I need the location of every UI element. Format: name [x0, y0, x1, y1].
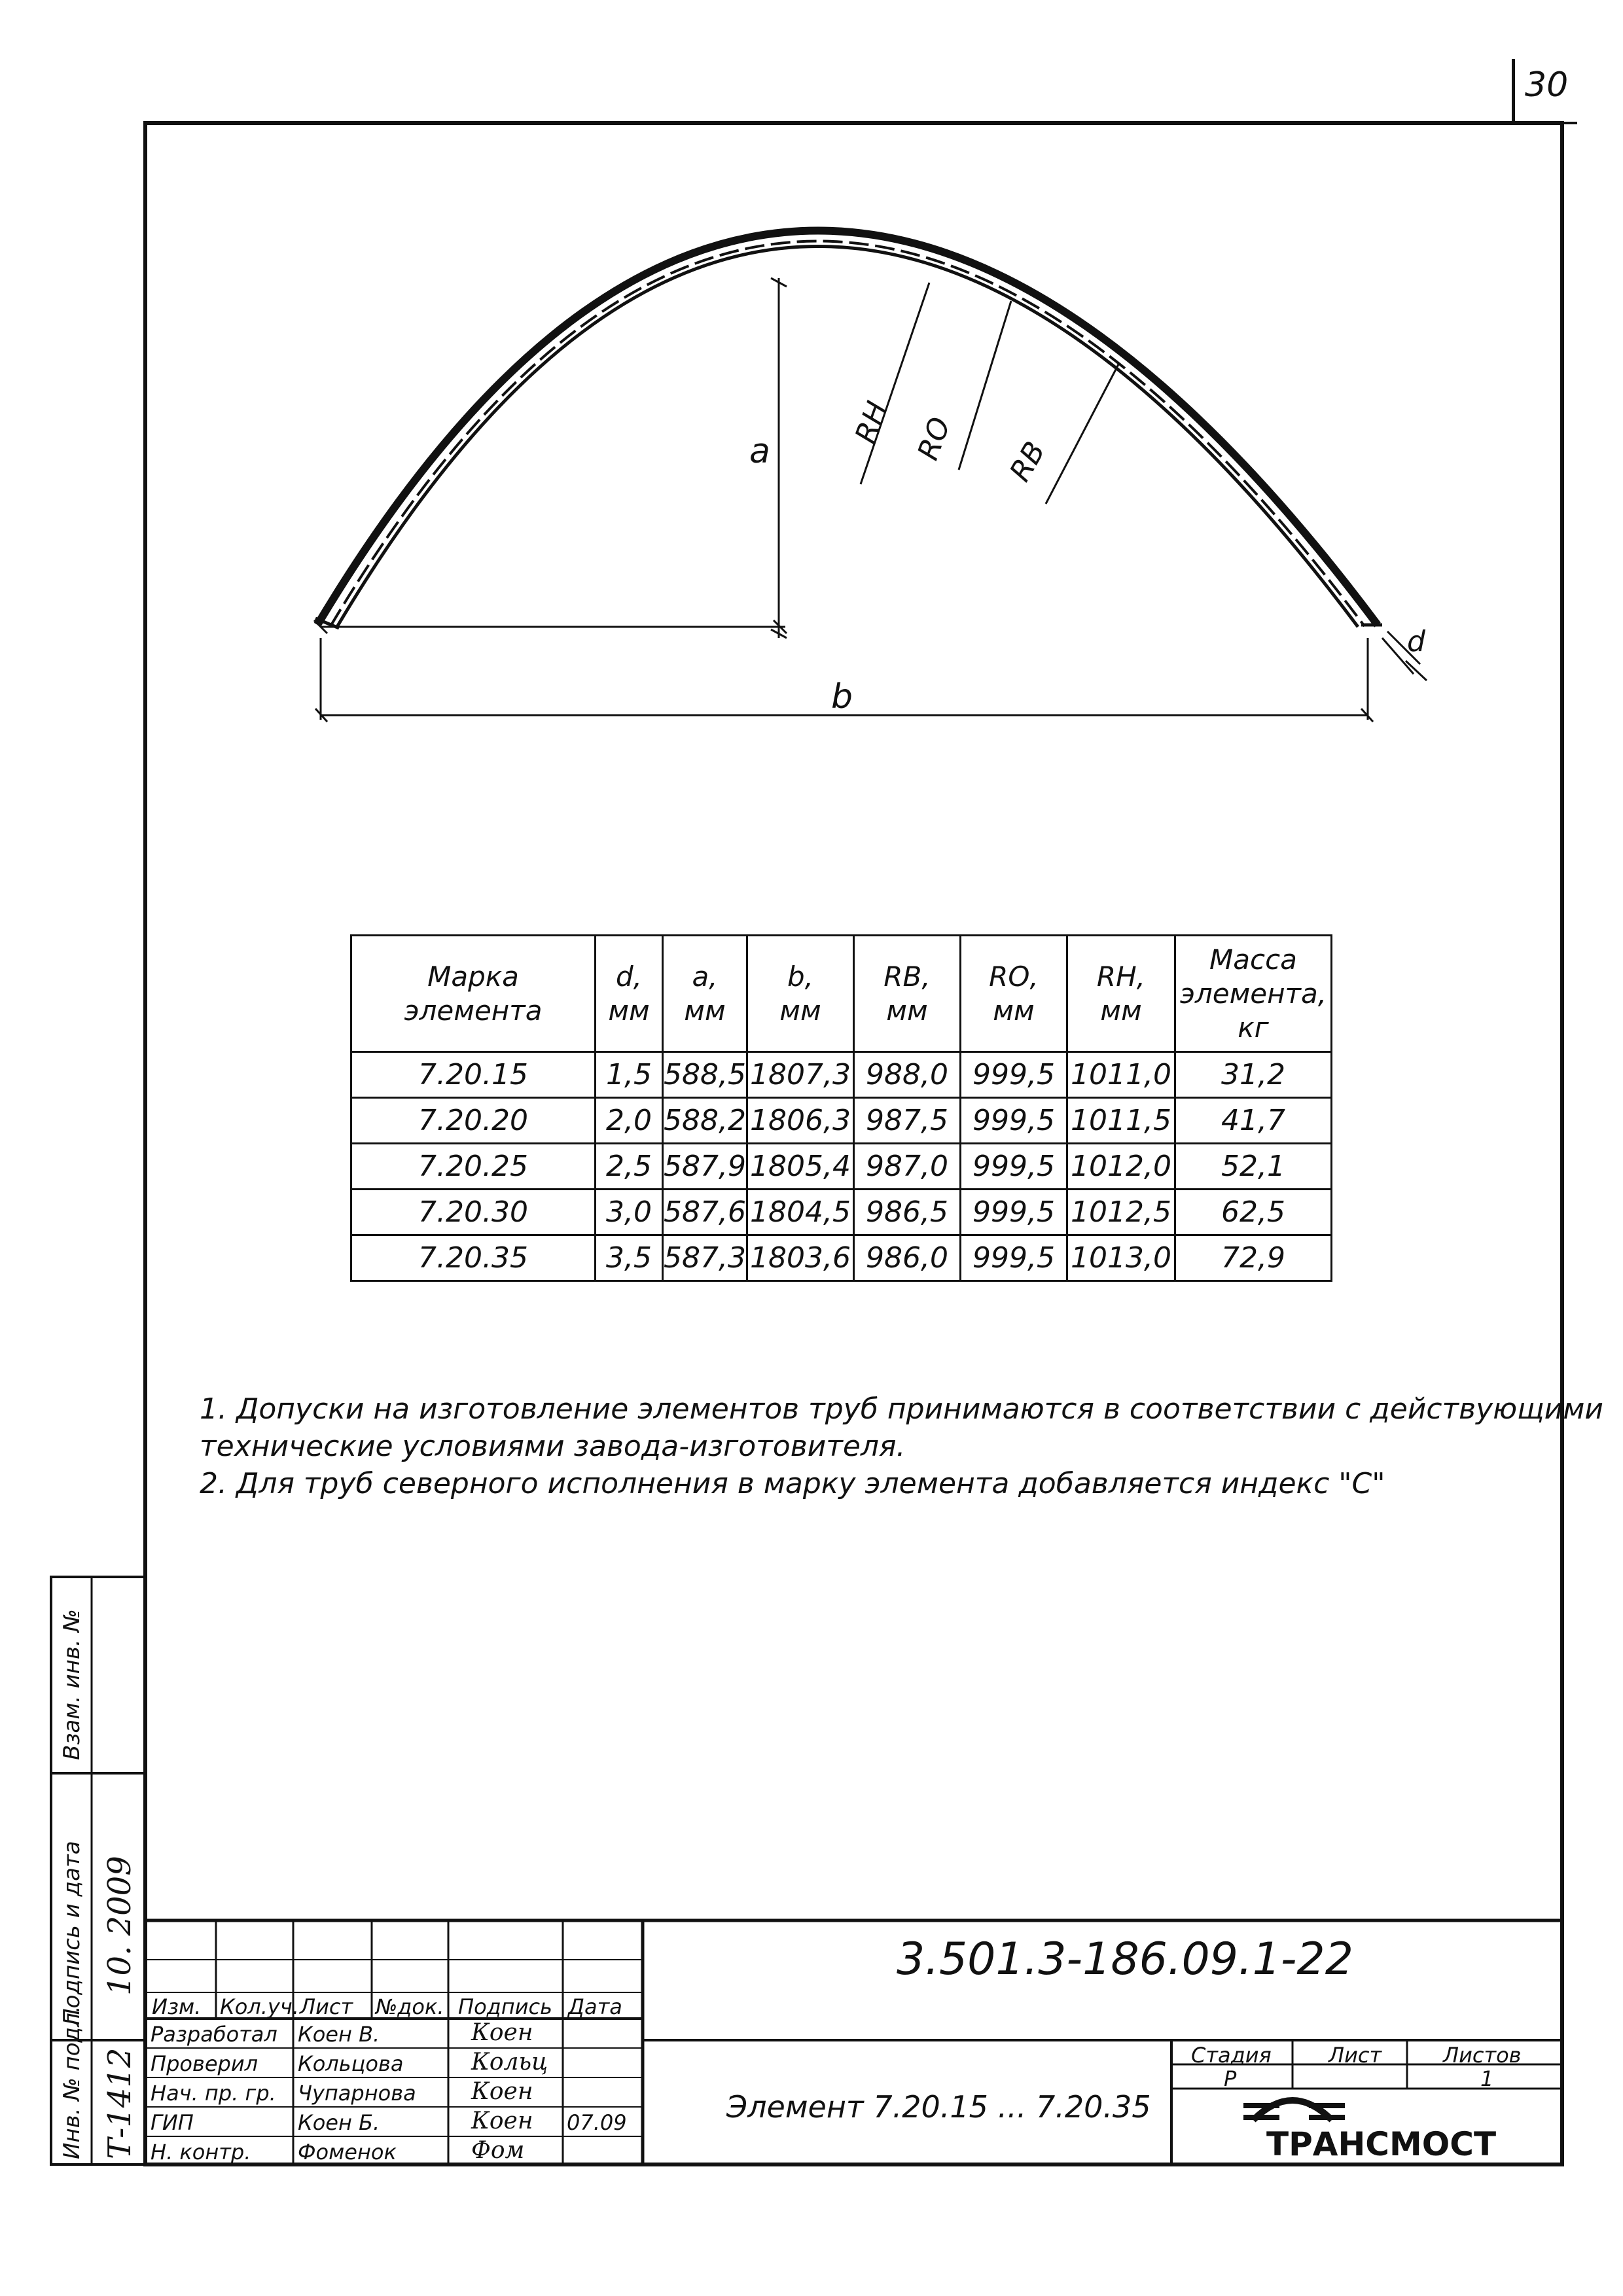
pipe-arc-outer	[317, 231, 1378, 626]
leader-rv	[1046, 363, 1119, 504]
col-izm: Изм.	[152, 1994, 202, 2019]
role-nach: Нач. пр. гр.	[151, 2081, 276, 2106]
role-gip: ГИП	[151, 2110, 194, 2135]
stage-value: Р	[1224, 2066, 1237, 2091]
label-rn: RН	[848, 397, 895, 448]
th-rn: RН, мм	[1067, 936, 1175, 1052]
note-line: 2. Для труб северного исполнения в марку элемента добавляется индекс "С"	[200, 1467, 1385, 1500]
leader-ro	[959, 301, 1011, 470]
label-b: b	[831, 677, 853, 716]
sign-gip: Коен	[471, 2108, 533, 2134]
note-line: 1. Допуски на изготовление элементов труб принимаются в соответствии с действующими	[200, 1392, 1604, 1426]
name-nach: Чупарнова	[298, 2081, 416, 2106]
element-title: Элемент 7.20.15 ... 7.20.35	[726, 2089, 1151, 2125]
th-ro: RО, мм	[960, 936, 1067, 1052]
table-row: 7.20.30 3,0 587,6 1804,5 986,5 999,5 1012,5 62,5	[351, 1190, 1332, 1235]
sheets-value: 1	[1480, 2066, 1494, 2091]
document-code: 3.501.3-186.09.1-22	[897, 1934, 1353, 1985]
th-d: d, мм	[596, 936, 663, 1052]
table-row: 7.20.15 1,5 588,5 1807,3 988,0 999,5 1011,0 31,2	[351, 1052, 1332, 1098]
col-koluch: Кол.уч.	[220, 1994, 299, 2019]
spec-table	[350, 934, 1332, 1282]
name-nkontr: Фоменок	[298, 2140, 397, 2164]
label-ro: RО	[911, 413, 957, 465]
sign-razrab: Коен	[471, 2019, 533, 2046]
label-rv: RВ	[1003, 436, 1052, 487]
sign-nach: Коен	[471, 2078, 533, 2105]
sheet-number: 30	[1525, 65, 1569, 105]
sign-prov: Кольц	[471, 2049, 548, 2075]
name-gip: Коен Б.	[298, 2110, 380, 2135]
col-data: Дата	[568, 1994, 622, 2019]
th-mark: Марка элемента	[351, 936, 596, 1052]
col-podpis: Подпись	[458, 1994, 552, 2019]
table-header-row	[351, 936, 1332, 1052]
date-gip: 07.09	[567, 2110, 627, 2135]
vzam-label: Взам. инв. №	[59, 1609, 85, 1760]
table-row: 7.20.25 2,5 587,9 1805,4 987,0 999,5 1012,0 52,1	[351, 1144, 1332, 1190]
notes	[200, 1390, 1603, 1502]
th-rv: RВ, мм	[853, 936, 960, 1052]
inv-label: Инв. № подл.	[59, 2005, 85, 2159]
podpis-label: Подпись и дата	[59, 1841, 85, 2025]
stage-label: Стадия	[1191, 2043, 1272, 2068]
inv-handwritten: Т-1412	[101, 2047, 138, 2159]
pipe-arc-inner	[337, 247, 1358, 627]
col-list: Лист	[300, 1994, 353, 2019]
date-handwritten: 10. 2009	[101, 1856, 138, 1996]
th-mass: Масса элемента, кг	[1175, 936, 1331, 1052]
sign-nkontr: Фом	[471, 2137, 525, 2164]
note-line: технические условиями завода-изготовителя.	[200, 1430, 906, 1463]
sheets-label: Листов	[1443, 2043, 1522, 2068]
logo-text: ТРАНСМОСТ	[1266, 2125, 1497, 2163]
col-ndok: №док.	[376, 1994, 444, 2019]
name-razrab: Коен В.	[298, 2022, 380, 2047]
role-razrab: Разработал	[151, 2022, 277, 2047]
sheet-label: Лист	[1329, 2043, 1382, 2068]
table-row: 7.20.35 3,5 587,3 1803,6 986,0 999,5 1013,0 72,9	[351, 1235, 1332, 1281]
label-a: a	[749, 432, 770, 471]
role-prov: Проверил	[151, 2051, 259, 2076]
th-a: a, мм	[663, 936, 747, 1052]
label-d: d	[1407, 625, 1425, 658]
th-b: b, мм	[747, 936, 853, 1052]
role-nkontr: Н. контр.	[151, 2140, 251, 2164]
name-prov: Кольцова	[298, 2051, 404, 2076]
table-row: 7.20.20 2,0 588,2 1806,3 987,5 999,5 1011,5 41,7	[351, 1098, 1332, 1144]
